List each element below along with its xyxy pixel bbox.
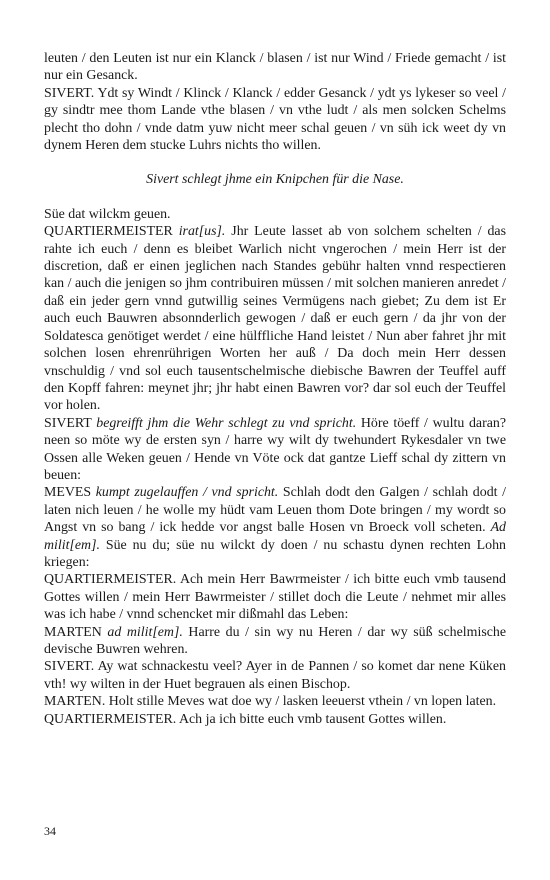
paragraph-marten-1 (44, 624, 506, 659)
speech: Süe nu du; süe nu wilckt dy doen / nu schastu dynen rechten Lohn kriegen: (44, 537, 506, 570)
page-body (44, 50, 506, 728)
stage-direction-inline: kumpt zugelauffen / vnd spricht. (95, 485, 279, 501)
stage-direction-inline: begreifft jhm die Wehr schlegt zu vnd spricht. (96, 415, 357, 431)
speaker: QUARTIERMEISTER (44, 224, 179, 240)
spacer (44, 154, 506, 171)
speech: Höre töeff / wultu daran? neen so möte wy de ersten syn / harre wy wilt dy twehundert Rykesdaler vn twe Ossen alle Weken geuen / Hende vn Vöte ock dat gantze Lieff schal dy zittern vn beuen: (44, 415, 506, 483)
stage-direction: Sivert schlegt jhme ein Knipchen für die Nase. (146, 172, 404, 188)
paragraph-1: leuten / den Leuten ist nur ein Klanck / blasen / ist nur Wind / Friede gemacht / ist nur ein Gesanck. (44, 51, 506, 84)
speaker: MARTEN (44, 624, 108, 640)
speaker: MEVES (44, 485, 96, 501)
stage-direction-inline: ad milit[em]. (107, 624, 183, 640)
stage-direction-inline: Ad milit[em]. (44, 520, 506, 553)
paragraph-quartiermeister-2: QUARTIERMEISTER. Ach mein Herr Bawrmeister / ich bitte euch vmb tausend Gottes willen / mein Herr Bawrmeister / stillet doch die Leute / nehmet mir alles was ich habe / vnnd schencket mir dißmahl das Leben: (44, 572, 506, 623)
paragraph-quartiermeister-3: QUARTIERMEISTER. Ach ja ich bitte euch vmb tausent Gottes willen. (44, 711, 447, 727)
page-number: 34 (44, 824, 56, 838)
paragraph-quartiermeister-1 (44, 223, 506, 414)
paragraph-sivert-3: SIVERT. Ay wat schnackestu veel? Ayer in de Pannen / so komet dar nene Küken vth! wy wilten in der Huet begrauen als einen Bischop. (44, 659, 506, 692)
speech: Schlah dodt den Galgen / schlah dodt / laten nich leuen / he wolle my hüdt vam Leuen thom Dote bringen / my wordt so Angst vn so bang / ick hedde vor angst balle Hosen vn Broeck voll scheten. (44, 485, 506, 536)
speech: Harre du / sin wy nu Heren / dar wy süß schelmische devische Buwren wehren. (44, 624, 506, 657)
speaker: SIVERT (44, 415, 97, 431)
paragraph-marten-2: MARTEN. Holt stille Meves wat doe wy / lasken leeuerst vthein / vn lopen laten. (44, 694, 497, 710)
paragraph-sivert-2 (44, 415, 506, 485)
paragraph-meves (44, 484, 506, 571)
paragraph-3: Süe dat wilckm geuen. (44, 206, 171, 222)
stage-direction-inline: irat[us]. (178, 224, 226, 240)
speech: Jhr Leute lasset ab von solchem schelten / das rahte ich euch / denn es bleibet Warlich nicht vngerochen / mein Herr ist der discretion, daß er einen jeglichen nach Standes gebühr halten vnnd respectieren kan / auch die jenigen so jhm contribuiren müssen / mit solchen manieren anredet / daß ein jeder gern vnnd gutwillig seines Vermügens nach giebet; Zu dem ist Er auch euch Bauwren absonnderlich gewogen / daß er euch gern / da jhr von der Soldatesca genötiget werdet / eine hülffliche Hand leistet / Nun aber fahret jhr mit solchen losen ehrenrührigen Worten her auß / Da doch mein Herr dessen vnschuldig / vnd sol euch tausentschelmische diebische Bawren der Teuffel auff den Kopff fahren: meynet jhr; jhr habt einen Bawren vor? dar sol euch der Teuffel vor holen. (44, 224, 506, 414)
paragraph-sivert-1: SIVERT. Ydt sy Windt / Klinck / Klanck / edder Gesanck / ydt ys lykeser so veel / gy sindtr mee thom Lande vthe blasen / vn vthe ludt / als men solcken Schelms plecht tho dohn / vnde datm yuw nicht meer schal geuen / vn süh ick weet dy vn dynem Heren dem stucke Luhrs nichts tho willen. (44, 85, 506, 154)
spacer (44, 189, 506, 206)
